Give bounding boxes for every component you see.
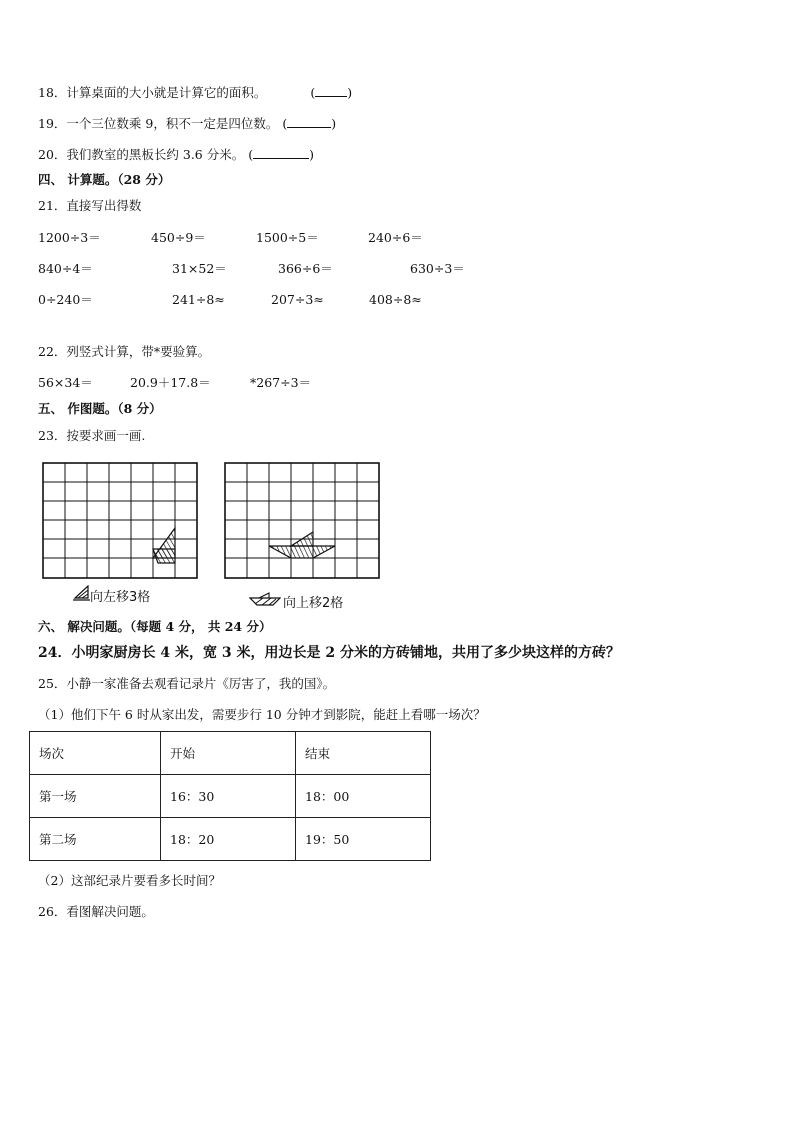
calc-3-1: 0÷240＝ <box>38 292 93 307</box>
table-cell: 19：50 <box>296 818 431 861</box>
hull-shape-left <box>153 549 175 563</box>
answer-paren-20: ( ) <box>248 147 314 162</box>
boat-small-icon-right <box>249 592 281 606</box>
table-cell: 18：00 <box>296 775 431 818</box>
calc-2-3: 366÷6＝ <box>278 261 333 276</box>
question-19 <box>38 115 336 132</box>
vertical-calc-3: *267÷3＝ <box>250 375 312 390</box>
table-header-row <box>30 732 431 775</box>
question-21-title: 21．直接写出得数 <box>38 198 142 213</box>
question-22-title: 22．列竖式计算，带*要验算。 <box>38 344 211 359</box>
calc-1-2: 450÷9＝ <box>151 230 206 245</box>
question-23-title: 23．按要求画一画. <box>38 428 146 443</box>
question-25-sub1: （1）他们下午 6 时从家出发，需要步行 10 分钟才到影院，能赶上看哪一场次？ <box>38 707 486 722</box>
boat-small-icon-left <box>72 585 92 601</box>
caption-left: 向左移3格 <box>90 590 151 605</box>
question-24: 24．小明家厨房长 4 米，宽 3 米，用边长是 2 分米的方砖铺地，共用了多少块这样的方砖？ <box>38 645 620 661</box>
calc-3-4: 408÷8≈ <box>369 292 422 307</box>
answer-paren-18: ( ) <box>310 85 353 100</box>
question-25-title: 25．小静一家准备去观看记录片《厉害了，我的国》。 <box>38 676 336 691</box>
table-header-cell: 开始 <box>161 732 296 775</box>
question-19-text: 19．一个三位数乘 9，积不一定是四位数。 <box>38 116 279 131</box>
section-5-heading: 五、 作图题。（8 分） <box>38 401 162 416</box>
answer-blank-19[interactable] <box>287 115 331 128</box>
calc-3-2: 241÷8≈ <box>172 292 225 307</box>
table-header-cell: 场次 <box>30 732 161 775</box>
calc-2-1: 840÷4＝ <box>38 261 93 276</box>
calc-3-3: 207÷3≈ <box>271 292 324 307</box>
answer-blank-20[interactable] <box>253 146 309 159</box>
table-row <box>30 818 431 861</box>
answer-blank-18[interactable] <box>315 84 347 97</box>
boat-shape-right <box>269 546 335 558</box>
question-25-sub2: （2）这部纪录片要看多长时间？ <box>38 873 221 888</box>
calc-2-2: 31×52＝ <box>172 261 227 276</box>
answer-paren-19: ( ) <box>282 116 337 131</box>
section-4-heading: 四、 计算题。（28 分） <box>38 172 171 187</box>
table-cell: 第一场 <box>30 775 161 818</box>
table-row <box>30 775 431 818</box>
table-cell: 16：30 <box>161 775 296 818</box>
question-18-text: 18．计算桌面的大小就是计算它的面积。 <box>38 85 267 100</box>
vertical-calc-1: 56×34＝ <box>38 375 93 390</box>
table-cell: 18：20 <box>161 818 296 861</box>
table-header-cell: 结束 <box>296 732 431 775</box>
calc-2-4: 630÷3＝ <box>410 261 465 276</box>
section-6-heading: 六、 解决问题。（每题 4 分， 共 24 分） <box>38 619 272 634</box>
question-20-text: 20．我们教室的黑板长约 3.6 分米。 <box>38 147 245 162</box>
vertical-calc-2: 20.9＋17.8＝ <box>130 375 211 390</box>
caption-right: 向上移2格 <box>283 596 344 611</box>
calc-1-4: 240÷6＝ <box>368 230 423 245</box>
question-20 <box>38 146 314 163</box>
calc-1-3: 1500÷5＝ <box>256 230 319 245</box>
grid-right <box>224 462 380 580</box>
calc-1-1: 1200÷3＝ <box>38 230 101 245</box>
question-26: 26．看图解决问题。 <box>38 904 154 919</box>
schedule-table <box>29 731 431 861</box>
question-18 <box>38 84 352 101</box>
table-cell: 第二场 <box>30 818 161 861</box>
grid-left <box>42 462 198 580</box>
